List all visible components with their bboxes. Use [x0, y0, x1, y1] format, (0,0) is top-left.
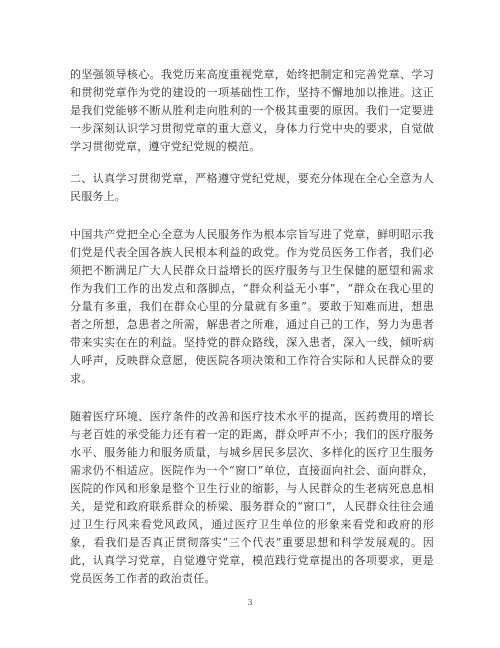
- section-heading-paragraph: 二、认真学习贯彻党章，严格遵守党纪党规，要充分体现在全心全意为人民服务上。: [70, 172, 434, 203]
- paragraph-continuation: 的坚强领导核心。我党历来高度重视党章，始终把制定和完善党章、学习和贯彻党章作为党的建设的一项基础性工作，坚持不懈地加以推进。这正是我们党能够不断从胜利走向胜利的一个极其重要的原因。我们一定要进一步深刻认识学习贯彻党章的重大意义，身体力行党中央的要求，自觉做学习贯彻党章，遵守党纪党规的模范。: [70, 68, 434, 153]
- paragraph-hospital-window: 随着医疗环境、医疗条件的改善和医疗技术水平的提高，医药费用的增长与老百姓的承受能力还有着一定的距离，群众呼声不小；我们的医疗服务水平、服务能力和服务质量，与城乡居民多层次、多样化的医疗卫生服务需求仍不相适应。医院作为一个“窗口”单位，直接面向社会、面向群众，医院的作风和形象是整个卫生行业的缩影，与人民群众的生老病死息息相关，是党和政府联系群众的桥梁、服务群众的“窗口”，人民群众往往会通过卫生行风来看党风政风，通过医疗卫生单位的形象来看党和政府的形象，看我们是否真正贯彻落实“三个代表”重要思想和科学发展观的。因此，认真学习党章，自觉遵守党章，模范践行党章提出的各项要求，更是党员医务工作者的政治责任。: [70, 410, 434, 585]
- page-number: 3: [247, 598, 253, 607]
- paragraph-service-purpose: 中国共产党把全心全意为人民服务作为根本宗旨写进了党章，鲜明昭示我们党是代表全国各族人民根本利益的政党。作为党员医务工作者，我们必须把不断满足广大人民群众日益增长的医疗服务与卫生保健的愿望和需求作为我们工作的出发点和落脚点，“群众利益无小事”，“群众在我心里的分量有多重，我们在群众心里的分量就有多重”。要敢于知难而进，想患者之所想，急患者之所需，解患者之所难，通过自己的工作，努力为患者带来实实在在的利益。坚持党的群众路线，深入患者，深入一线，倾听病人呼声，反映群众意愿，使医院各项决策和工作符合实际和人民群众的要求。: [70, 228, 434, 385]
- document-body: [70, 66, 434, 588]
